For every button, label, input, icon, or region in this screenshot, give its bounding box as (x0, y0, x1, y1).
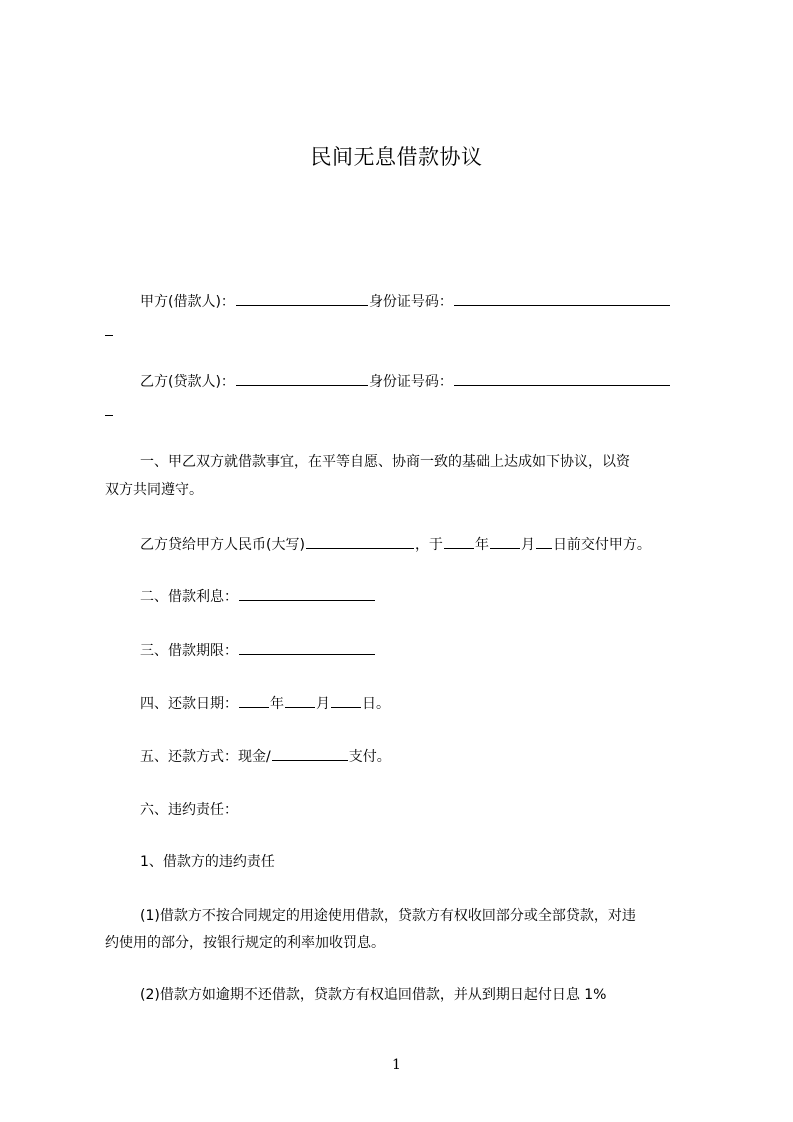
repay-month-blank[interactable] (285, 693, 315, 708)
party-a-label: 甲方(借款人)： (140, 294, 235, 310)
interest-blank[interactable] (239, 586, 375, 601)
clause-6-1-b-line: (2)借款方如逾期不还借款，贷款方有权追回借款，并从到期日起付日息 1% (140, 987, 607, 1003)
repay-month-label: 月 (316, 696, 330, 712)
loan-year-blank[interactable] (444, 534, 474, 549)
clause-1-line-1: 一、甲乙双方就借款事宜，在平等自愿、协商一致的基础上达成如下协议，以资 (140, 454, 630, 470)
repay-day-blank[interactable] (331, 693, 361, 708)
party-a-line (140, 291, 671, 312)
loan-day-blank[interactable] (536, 534, 552, 549)
page-number: 1 (392, 1057, 401, 1073)
party-a-id-blank[interactable] (454, 291, 670, 306)
party-a-id-label: 身份证号码： (368, 294, 453, 310)
clause-6-1-a-line-2: 约使用的部分，按银行规定的利率加收罚息。 (105, 935, 385, 951)
clause-3-line (140, 640, 376, 661)
clause-4-line (140, 693, 390, 714)
loan-amount-line (140, 534, 651, 555)
clause-2-label: 二、借款利息： (140, 589, 238, 605)
loan-year-label: 年 (474, 537, 489, 553)
clause-6-heading: 六、违约责任： (140, 802, 238, 818)
party-b-id-blank[interactable] (454, 371, 670, 386)
loan-amount-blank[interactable] (306, 534, 414, 549)
repay-year-blank[interactable] (239, 693, 269, 708)
clause-6-1-a-line-1: (1)借款方不按合同规定的用途使用借款，贷款方有权收回部分或全部贷款，对违 (140, 908, 636, 924)
loan-month-blank[interactable] (490, 534, 520, 549)
clause-6-1-heading: 1、借款方的违约责任 (140, 854, 275, 870)
loan-amount-label: 乙方贷给甲方人民币(大写) (140, 537, 305, 553)
party-b-name-blank[interactable] (236, 371, 368, 386)
clause-1-line-2: 双方共同遵守。 (105, 482, 203, 498)
document-title: 民间无息借款协议 (310, 145, 483, 169)
clause-5-suffix: 支付。 (348, 749, 391, 765)
clause-2-line (140, 586, 376, 607)
loan-date-prefix: ，于 (414, 537, 443, 553)
term-blank[interactable] (239, 640, 375, 655)
repay-year-label: 年 (270, 696, 284, 712)
party-b-id-blank-continued (105, 415, 113, 416)
clause-3-label: 三、借款期限： (140, 643, 238, 659)
party-b-line (140, 371, 671, 392)
repay-day-label: 日。 (362, 696, 390, 712)
party-a-name-blank[interactable] (236, 291, 368, 306)
loan-day-suffix: 日前交付甲方。 (552, 537, 651, 553)
repay-method-blank[interactable] (272, 746, 348, 761)
clause-5-line (140, 746, 391, 767)
party-a-id-blank-continued (105, 335, 113, 336)
clause-5-label: 五、还款方式：现金/ (140, 749, 271, 765)
clause-4-label: 四、还款日期： (140, 696, 238, 712)
party-b-id-label: 身份证号码： (368, 374, 453, 390)
loan-month-label: 月 (520, 537, 535, 553)
party-b-label: 乙方(贷款人)： (140, 374, 235, 390)
